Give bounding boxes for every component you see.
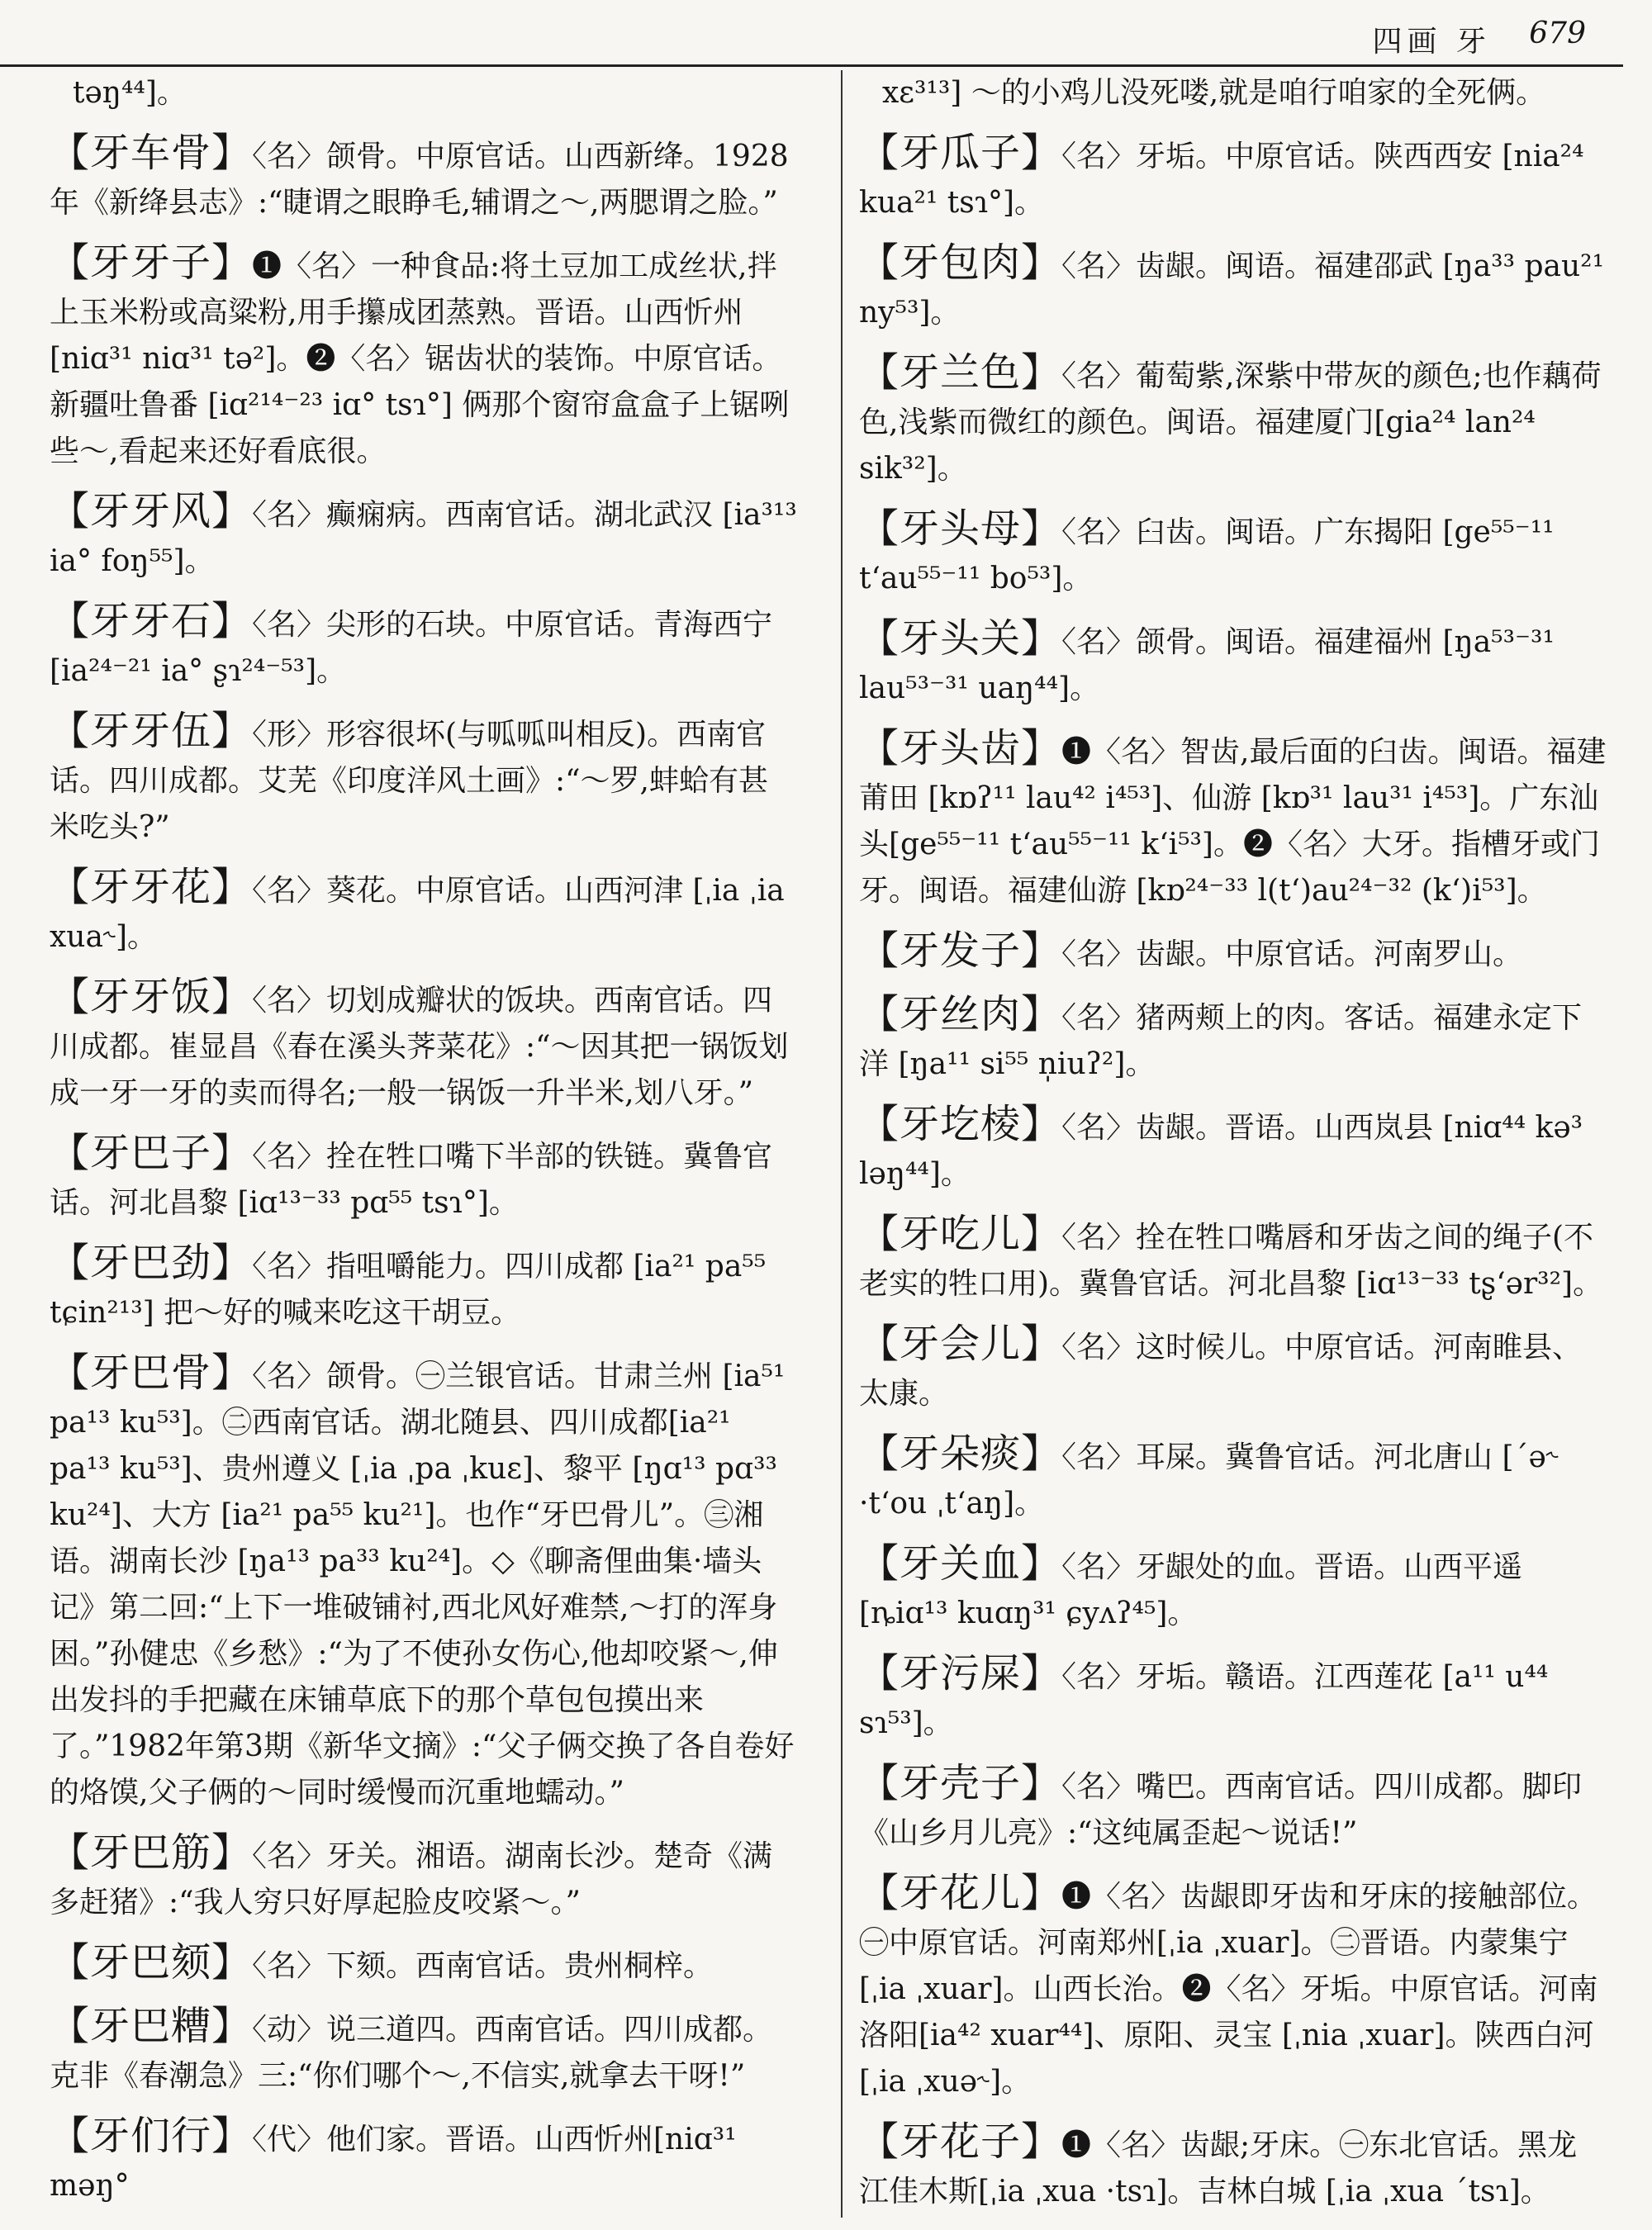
entry-headword: 【牙巴骨】 — [50, 1350, 253, 1396]
entry-definition: 〈形〉形容很坏(与呱呱叫相反)。西南官话。四川成都。艾芜《印度洋风土画》:“～罗,蚌蛤有甚米吃头?” — [50, 718, 768, 844]
entry-headword: 【牙污屎】 — [859, 1650, 1062, 1696]
page-number: 679 — [1529, 17, 1586, 50]
dictionary-entry — [859, 1321, 1607, 1417]
entry-headword: 【牙壳子】 — [859, 1760, 1062, 1806]
dictionary-entry — [859, 1870, 1607, 2105]
dictionary-entry — [50, 2113, 797, 2209]
right-column — [859, 70, 1607, 2228]
entry-headword: 【牙牙风】 — [50, 488, 253, 534]
dictionary-entry — [50, 488, 797, 585]
entry-definition: 〈动〉说三道四。西南官话。四川成都。克非《春潮急》三:“你们哪个～,不信实,就拿去干呀!” — [50, 2013, 773, 2093]
entry-headword: 【牙头齿】 — [859, 725, 1062, 771]
entry-definition: 〈名〉拴在牲口嘴下半部的铁链。冀鲁官话。河北昌黎 [iɑ¹³⁻³³ pɑ⁵⁵ tsɿ°]。 — [50, 1140, 773, 1220]
entry-headword: 【牙丝肉】 — [859, 991, 1062, 1037]
entry-definition: 〈名〉齿龈。中原官话。河南罗山。 — [1061, 937, 1523, 971]
entry-definition: 〈名〉臼齿。闽语。广东揭阳 [ge⁵⁵⁻¹¹ tʻau⁵⁵⁻¹¹ bo⁵³]。 — [859, 515, 1555, 595]
entry-definition: 〈名〉拴在牲口嘴唇和牙齿之间的绳子(不老实的牲口用)。冀鲁官话。河北昌黎 [iɑ¹³⁻³³ tʂʻər³²]。 — [859, 1221, 1603, 1301]
entry-headword: 【牙巴筋】 — [50, 1829, 253, 1876]
entry-definition: 〈名〉嘴巴。西南官话。四川成都。脚印《山乡月儿亮》:“这纯属歪起～说话!” — [859, 1770, 1583, 1850]
dictionary-entry — [859, 349, 1607, 492]
entry-headword: 【牙吃儿】 — [859, 1211, 1062, 1257]
entry-definition: 〈名〉颌骨。㊀兰银官话。甘肃兰州 [ia⁵¹ pa¹³ ku⁵³]。㊁西南官话。湖北随县、四川成都[ia²¹ pa¹³ ku⁵³]、贵州遵义 [ˌia ˌpa ˌkuɛ]、黎平 [ŋɑ¹³ pɑ³³ ku²⁴]、大方 [ia²¹ pa⁵⁵ ku²¹]。也作“牙巴骨儿”。㊂湘语。湖南长沙 [ŋa¹³ pa³³ ku²⁴]。◇《聊斋俚曲集·墙头记》第二回:“上下一堆破铺衬,西北风好难禁,～打的浑身困。”孙健忠《乡愁》:“为了不使孙女伤心,他却咬紧～,伸出发抖的手把藏在床铺草底下的那个草包包摸出来了。”1982年第3期《新华文摘》:“父子俩交换了各自卷好的烙馍,父子俩的～同时缓慢而沉重地蠕动。” — [50, 1359, 795, 1810]
dictionary-entry — [859, 725, 1607, 914]
dictionary-entry — [859, 130, 1607, 226]
dictionary-entry — [859, 928, 1607, 978]
dictionary-entry — [859, 70, 1607, 116]
entry-headword: 【牙车骨】 — [50, 130, 253, 176]
dictionary-entry — [50, 70, 797, 116]
entry-headword: 【牙巴颏】 — [50, 1939, 253, 1986]
entry-definition: 〈名〉尖形的石块。中原官话。青海西宁 [ia²⁴⁻²¹ ia° ʂɿ²⁴⁻⁵³]。 — [50, 608, 773, 688]
dictionary-entry — [859, 1101, 1607, 1198]
dictionary-entry — [50, 1130, 797, 1226]
dictionary-entry — [50, 864, 797, 961]
entry-definition: ❶〈名〉一种食品:将土豆加工成丝状,拌上玉米粉或高粱粉,用手攥成团蒸熟。晋语。山西忻州 [niɑ³¹ niɑ³¹ tə²]。❷〈名〉锯齿状的装饰。中原官话。新疆吐鲁番 [iɑ²¹⁴⁻²³ iɑ° tsɿ°] 俩那个窗帘盒盒子上锯咧些～,看起来还好看底很。 — [50, 249, 790, 468]
entry-headword: 【牙花子】 — [859, 2118, 1062, 2165]
entry-headword: 【牙兰色】 — [859, 349, 1062, 396]
header-rule — [0, 64, 1623, 67]
entry-definition: 〈代〉他们家。晋语。山西忻州[niɑ³¹ məŋ° — [50, 2123, 737, 2203]
entry-definition: ❶〈名〉齿龈即牙齿和牙床的接触部位。㊀中原官话。河南郑州[ˌia ˌxuar]。㊁晋语。内蒙集宁[ˌia ˌxuar]。山西长治。❷〈名〉牙垢。中原官话。河南洛阳[ia⁴² xuar⁴⁴]、原阳、灵宝 [ˌnia ˌxuar]。陕西白河 [ˌia ˌxuə˞]。 — [859, 1880, 1598, 2099]
dictionary-entry — [859, 1540, 1607, 1637]
dictionary-entry — [859, 1211, 1607, 1307]
dictionary-entry — [50, 1350, 797, 1816]
entry-headword: 【牙牙饭】 — [50, 974, 253, 1020]
entry-definition: 〈名〉癫痫病。西南官话。湖北武汉 [ia³¹³ ia° foŋ⁵⁵]。 — [50, 498, 797, 578]
entry-definition: 〈名〉齿龈。晋语。山西岚县 [niɑ⁴⁴ kə³ ləŋ⁴⁴]。 — [859, 1111, 1583, 1191]
dictionary-entry — [50, 1240, 797, 1336]
entry-headword: 【牙巴劲】 — [50, 1240, 253, 1286]
entry-definition: 〈名〉指咀嚼能力。四川成都 [ia²¹ pa⁵⁵ tɕin²¹³] 把～好的喊来吃这干胡豆。 — [50, 1250, 767, 1330]
dictionary-entry — [859, 991, 1607, 1088]
entry-definition: 〈名〉齿龈。闽语。福建邵武 [ŋa³³ pau²¹ ny⁵³]。 — [859, 249, 1605, 330]
entry-headword: 【牙圪棱】 — [859, 1101, 1062, 1147]
dictionary-entry — [859, 505, 1607, 602]
entry-definition: 〈名〉切划成瓣状的饭块。西南官话。四川成都。崔显昌《春在溪头荠菜花》:“～因其把一锅饭划成一牙一牙的卖而得名;一般一锅饭一升半米,划八牙。” — [50, 984, 789, 1110]
entry-headword: 【牙牙子】 — [50, 240, 253, 286]
entry-definition: 〈名〉牙垢。中原官话。陕西西安 [nia²⁴ kua²¹ tsɿ°]。 — [859, 140, 1584, 220]
entry-headword: 【牙牙石】 — [50, 598, 253, 644]
dictionary-entry — [859, 1650, 1607, 1747]
entry-definition: 〈名〉牙龈处的血。晋语。山西平遥 [ȵiɑ¹³ kuɑŋ³¹ ɕyʌʔ⁴⁵]。 — [859, 1550, 1523, 1630]
entry-headword: 【牙们行】 — [50, 2113, 253, 2159]
entry-definition: ❶〈名〉智齿,最后面的臼齿。闽语。福建莆田 [kɒʔ¹¹ lau⁴² i⁴⁵³]、仙游 [kɒ³¹ lau³¹ i⁴⁵³]。广东汕头[ge⁵⁵⁻¹¹ tʻau⁵⁵⁻¹¹ kʻi⁵³]。❷〈名〉大牙。指槽牙或门牙。闽语。福建仙游 [kɒ²⁴⁻³³ l(tʻ)au²⁴⁻³² (kʻ)i⁵³]。 — [859, 735, 1607, 908]
entry-headword: 【牙花儿】 — [859, 1870, 1062, 1916]
entry-definition: 〈名〉下颏。西南官话。贵州桐梓。 — [252, 1949, 714, 1983]
dictionary-entry — [859, 615, 1607, 712]
entry-headword: 【牙瓜子】 — [859, 130, 1062, 176]
entry-definition: 〈名〉葡萄紫,深紫中带灰的颜色;也作藕荷色,浅紫而微红的颜色。闽语。福建厦门[gia²⁴ lan²⁴ sik³²]。 — [859, 359, 1602, 486]
entry-headword: 【牙包肉】 — [859, 240, 1062, 286]
entry-headword: 【牙头关】 — [859, 615, 1062, 662]
entry-definition: 〈名〉这时候儿。中原官话。河南睢县、太康。 — [859, 1331, 1583, 1411]
entry-definition: 〈名〉牙关。湘语。湖南长沙。楚奇《满多赶猪》:“我人穷只好厚起脸皮咬紧～。” — [50, 1839, 773, 1919]
entry-definition: xɛ³¹³] ～的小鸡儿没死喽,就是咱行咱家的全死俩。 — [882, 76, 1546, 110]
running-header: 四画 牙 — [1372, 25, 1491, 59]
dictionary-entry — [859, 2118, 1607, 2215]
dictionary-entry — [50, 130, 797, 226]
dictionary-entry — [50, 2003, 797, 2100]
left-column — [50, 70, 797, 2223]
entry-definition: 〈名〉猪两颊上的肉。客话。福建永定下洋 [ŋa¹¹ si⁵⁵ n̩iuʔ²]。 — [859, 1001, 1583, 1081]
dictionary-entry — [50, 1939, 797, 1990]
entry-definition: 〈名〉牙垢。赣语。江西莲花 [a¹¹ u⁴⁴ sɿ⁵³]。 — [859, 1660, 1549, 1740]
entry-definition: 〈名〉颌骨。中原官话。山西新绛。1928年《新绛县志》:“睫谓之眼睁毛,辅谓之～,两腮谓之脸。” — [50, 140, 789, 220]
dictionary-entry — [859, 240, 1607, 336]
entry-headword: 【牙会儿】 — [859, 1321, 1062, 1367]
dictionary-entry — [859, 1760, 1607, 1857]
dictionary-entry — [859, 1431, 1607, 1527]
entry-headword: 【牙牙伍】 — [50, 708, 253, 754]
dictionary-entry — [50, 708, 797, 851]
entry-headword: 【牙牙花】 — [50, 864, 253, 910]
dictionary-entry — [50, 598, 797, 695]
entry-definition: 〈名〉耳屎。冀鲁官话。河北唐山 [ˊə˞ ·tʻou ˌtʻaŋ]。 — [859, 1440, 1559, 1521]
column-divider — [841, 70, 843, 2218]
entry-definition: ❶〈名〉齿龈;牙床。㊀东北官话。黑龙江佳木斯[ˌia ˌxua ·tsɿ]。吉林白城 [ˌia ˌxua ˊtsɿ]。 — [859, 2128, 1578, 2209]
dictionary-entry — [50, 1829, 797, 1926]
page-header — [0, 0, 1652, 66]
entry-headword: 【牙头母】 — [859, 505, 1062, 552]
entry-definition: 〈名〉葵花。中原官话。山西河津 [ˌia ˌia xua˞]。 — [50, 874, 785, 954]
entry-headword: 【牙巴糟】 — [50, 2003, 253, 2049]
entry-headword: 【牙朵痰】 — [859, 1431, 1062, 1477]
entry-headword: 【牙巴子】 — [50, 1130, 253, 1176]
dictionary-entry — [50, 240, 797, 475]
entry-definition: 〈名〉颌骨。闽语。福建福州 [ŋa⁵³⁻³¹ lau⁵³⁻³¹ uaŋ⁴⁴]。 — [859, 625, 1555, 705]
dictionary-entry — [50, 974, 797, 1117]
entry-headword: 【牙发子】 — [859, 928, 1062, 974]
entry-definition: təŋ⁴⁴]。 — [73, 76, 187, 110]
entry-headword: 【牙关血】 — [859, 1540, 1062, 1587]
